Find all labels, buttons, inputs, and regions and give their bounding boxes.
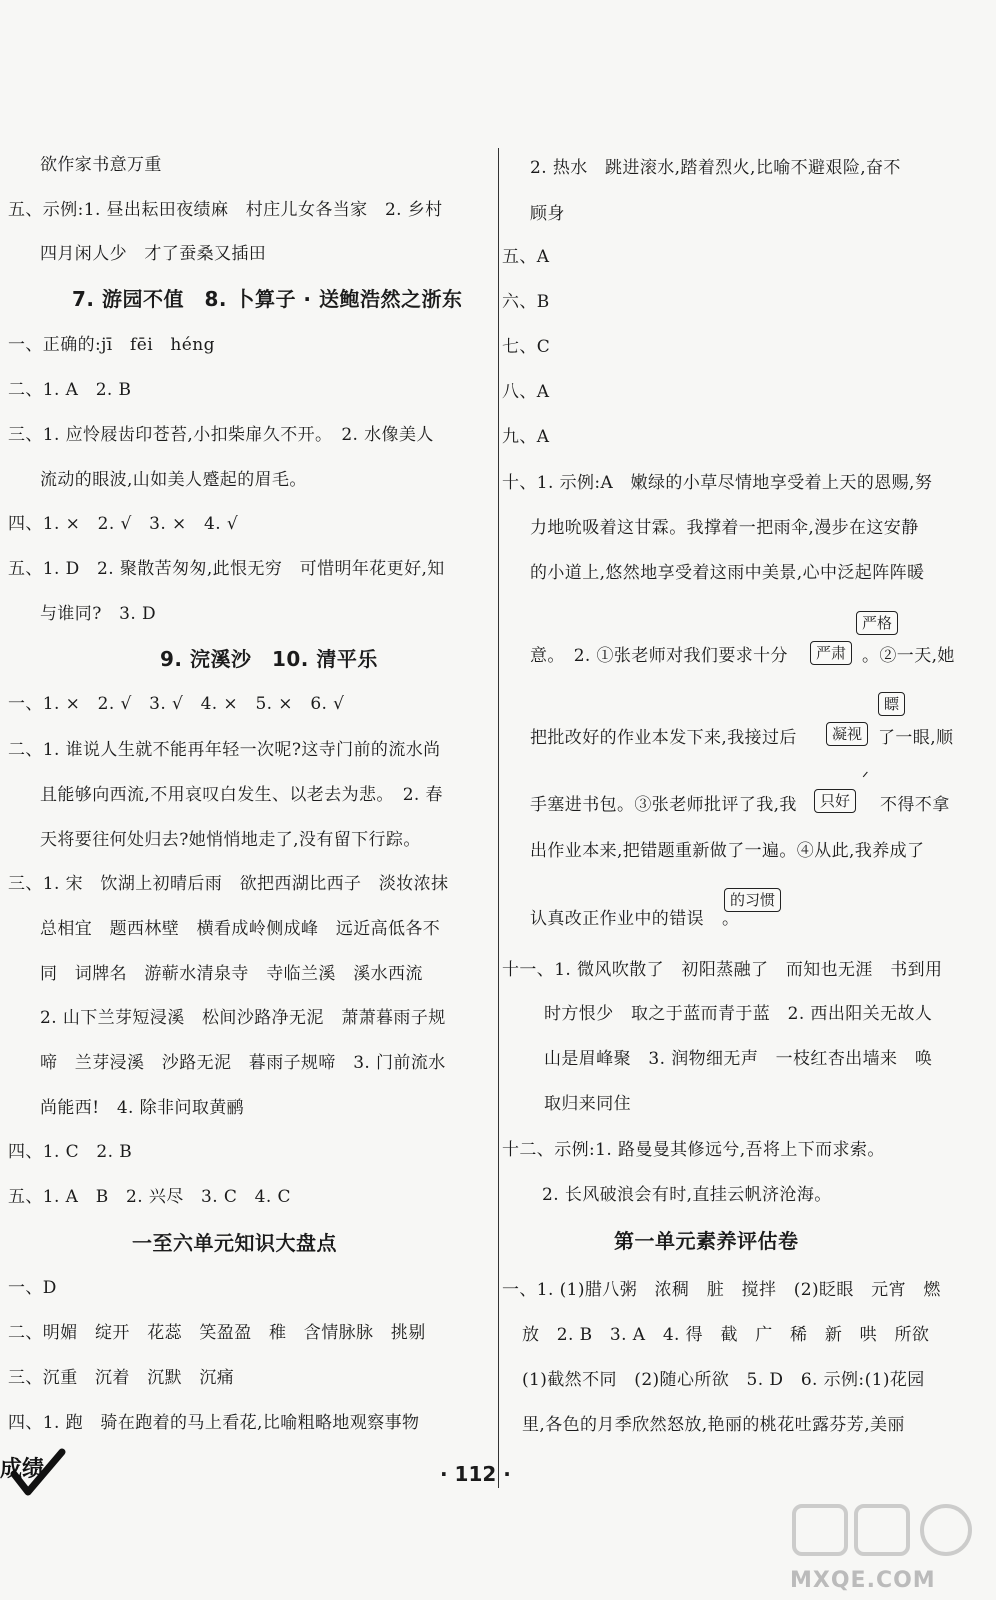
text-line: 二、1. 谁说人生就不能再年轻一次呢?这寺门前的流水尚 bbox=[8, 740, 441, 760]
text-line: 一、正确的:jī fēi héng bbox=[8, 335, 215, 355]
text-line: 山是眉峰聚 3. 润物细无声 一枝红杏出墙来 唤 bbox=[544, 1049, 933, 1069]
text-line: 2. 山下兰芽短浸溪 松间沙路净无泥 萧萧暮雨子规 bbox=[40, 1008, 446, 1028]
watermark-logo-icon bbox=[790, 1500, 980, 1560]
text-line: 十、1. 示例:A 嫩绿的小草尽情地享受着上天的恩赐,努 bbox=[502, 473, 933, 493]
text-line: 四、1. × 2. √ 3. × 4. √ bbox=[8, 514, 239, 534]
text-line: 2. 长风破浪会有时,直挂云帆济沧海。 bbox=[542, 1185, 832, 1205]
text-line: 与谁同? 3. D bbox=[40, 604, 156, 624]
text-line: 里,各色的月季欣然怒放,艳丽的桃花吐露芬芳,美丽 bbox=[522, 1415, 905, 1435]
correction-box: 严格 bbox=[856, 611, 898, 635]
text-line: 了一眼,顺 bbox=[878, 728, 954, 748]
text-line: 一、1. × 2. √ 3. √ 4. × 5. × 6. √ bbox=[8, 694, 345, 714]
section-heading: 9. 浣溪沙 10. 清平乐 bbox=[160, 647, 378, 671]
column-divider bbox=[498, 148, 499, 1488]
checkmark-icon bbox=[8, 1448, 68, 1500]
section-heading: 一至六单元知识大盘点 bbox=[132, 1231, 337, 1255]
text-line: 力地吮吸着这甘霖。我撑着一把雨伞,漫步在这安静 bbox=[530, 518, 919, 538]
section-heading: 第一单元素养评估卷 bbox=[614, 1229, 799, 1253]
text-line: 且能够向西流,不用哀叹白发生、以老去为悲。 2. 春 bbox=[40, 785, 443, 805]
text-line: 的小道上,悠然地享受着这雨中美景,心中泛起阵阵暖 bbox=[530, 563, 925, 583]
text-line: 流动的眼波,山如美人蹙起的眉毛。 bbox=[40, 470, 307, 490]
text-line: 把批改好的作业本发下来,我接过后 bbox=[530, 728, 797, 748]
text-line: 不得不拿 bbox=[880, 795, 950, 815]
text-line: 四、1. 跑 骑在跑着的马上看花,比喻粗略地观察事物 bbox=[8, 1413, 420, 1433]
text-line: 意。 2. ①张老师对我们要求十分 bbox=[530, 646, 788, 666]
correction-box: 瞟 bbox=[878, 692, 905, 716]
correction-box: 严肃 bbox=[810, 641, 852, 665]
text-line: 五、A bbox=[502, 247, 550, 267]
text-line: 三、沉重 沉着 沉默 沉痛 bbox=[8, 1368, 235, 1388]
correction-box: 只好 bbox=[814, 789, 856, 813]
text-line: 三、1. 宋 饮湖上初晴后雨 欲把西湖比西子 淡妆浓抹 bbox=[8, 874, 449, 894]
text-line: 同 词牌名 游蕲水清泉寺 寺临兰溪 溪水西流 bbox=[40, 964, 423, 984]
text-line: 六、B bbox=[502, 292, 550, 312]
text-line: 取归来同住 bbox=[544, 1094, 631, 1114]
text-line: 九、A bbox=[502, 427, 550, 447]
text-line: (1)截然不同 (2)随心所欲 5. D 6. 示例:(1)花园 bbox=[522, 1370, 925, 1390]
text-line: 七、C bbox=[502, 337, 551, 357]
page-number: · 112 · bbox=[440, 1462, 511, 1486]
insert-mark-icon: ᐟ bbox=[862, 768, 869, 787]
text-line: 手塞进书包。③张老师批评了我,我 bbox=[530, 795, 797, 815]
text-line: 。 bbox=[722, 909, 740, 929]
correction-box: 凝视 bbox=[826, 722, 868, 746]
brand-logo: 成绩 bbox=[0, 1457, 45, 1482]
text-line: 八、A bbox=[502, 382, 550, 402]
text-line: 五、1. A B 2. 兴尽 3. C 4. C bbox=[8, 1187, 291, 1207]
text-line: 2. 热水 跳进滚水,踏着烈火,比喻不避艰险,奋不 bbox=[530, 158, 901, 178]
text-line: 。②一天,她 bbox=[862, 646, 955, 666]
text-line: 十二、示例:1. 路曼曼其修远兮,吾将上下而求索。 bbox=[502, 1140, 885, 1160]
text-line: 欲作家书意万重 bbox=[40, 155, 162, 175]
text-line: 尚能西! 4. 除非问取黄鹂 bbox=[40, 1098, 245, 1118]
text-line: 十一、1. 微风吹散了 初阳蒸融了 而知也无涯 书到用 bbox=[502, 960, 943, 980]
text-line: 啼 兰芽浸溪 沙路无泥 暮雨子规啼 3. 门前流水 bbox=[40, 1053, 446, 1073]
section-heading: 7. 游园不值 8. 卜算子 · 送鲍浩然之浙东 bbox=[72, 287, 463, 311]
text-line: 出作业本来,把错题重新做了一遍。④从此,我养成了 bbox=[530, 841, 925, 861]
text-line: 一、D bbox=[8, 1278, 57, 1298]
text-line: 二、1. A 2. B bbox=[8, 380, 132, 400]
text-line: 天将要往何处归去?她悄悄地走了,没有留下行踪。 bbox=[40, 830, 421, 850]
text-line: 一、1. (1)腊八粥 浓稠 脏 搅拌 (2)眨眼 元宵 燃 bbox=[502, 1280, 941, 1300]
text-line: 认真改正作业中的错误 bbox=[530, 909, 704, 929]
text-line: 二、明媚 绽开 花蕊 笑盈盈 稚 含情脉脉 挑剔 bbox=[8, 1323, 426, 1343]
correction-box: 的习惯 bbox=[724, 888, 781, 912]
text-line: 三、1. 应怜屐齿印苍苔,小扣柴扉久不开。 2. 水像美人 bbox=[8, 425, 434, 445]
text-line: 顾身 bbox=[530, 204, 565, 224]
watermark-text: MXQE.COM bbox=[790, 1568, 936, 1593]
text-line: 五、1. D 2. 聚散苦匆匆,此恨无穷 可惜明年花更好,知 bbox=[8, 559, 445, 579]
text-line: 四月闲人少 才了蚕桑又插田 bbox=[40, 244, 267, 264]
text-line: 四、1. C 2. B bbox=[8, 1142, 133, 1162]
text-line: 五、示例:1. 昼出耘田夜绩麻 村庄儿女各当家 2. 乡村 bbox=[8, 200, 443, 220]
text-line: 时方恨少 取之于蓝而青于蓝 2. 西出阳关无故人 bbox=[544, 1004, 933, 1024]
text-line: 总相宜 题西林壁 横看成岭侧成峰 远近高低各不 bbox=[40, 919, 441, 939]
text-line: 放 2. B 3. A 4. 得 截 广 稀 新 哄 所欲 bbox=[522, 1325, 930, 1345]
